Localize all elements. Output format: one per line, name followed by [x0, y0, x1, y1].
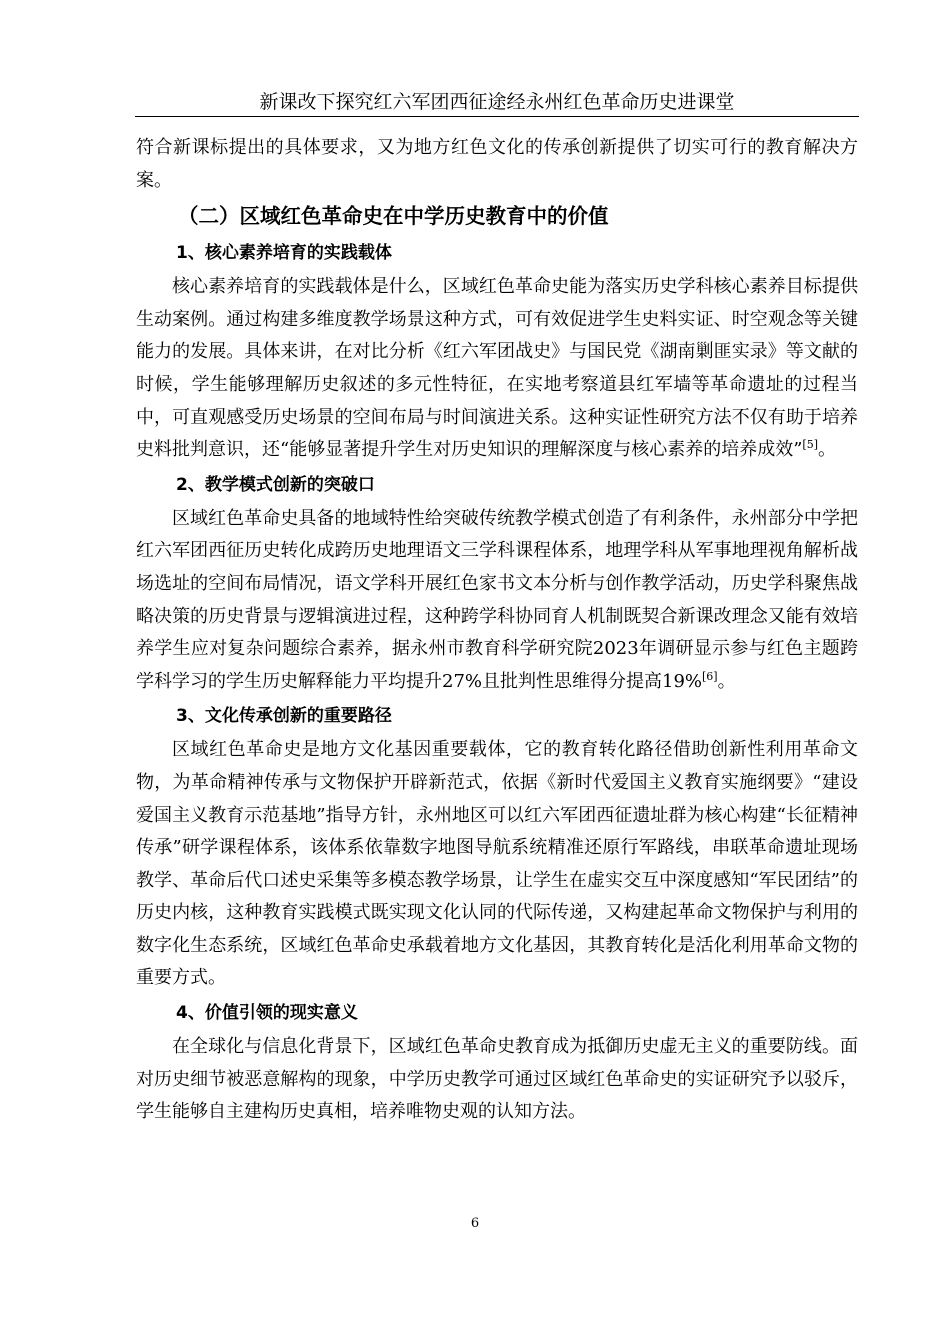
subsection-heading-3: 3、文化传承创新的重要路径	[176, 706, 392, 727]
paragraph-3: 区域红色革命史是地方文化基因重要载体，它的教育转化路径借助创新性利用革命文物，为革命精神传承与文物保护开辟新范式，依据《新时代爱国主义教育实施纲要》“建设爱国主义教育示范基地”指导方针，永州地区可以红六军团西征遗址群为核心构建“长征精神传承”研学课程体系，该体系依靠数字地图导航系统精准还原行军路线，串联革命遗址现场教学、革命后代口述史采集等多模态教学场景，让学生在虚实交互中深度感知“军民团结”的历史内核，这种教育实践模式既实现文化认同的代际传递，又构建起革命文物保护与利用的数字化生态系统，区域红色革命史承载着地方文化基因，其教育转化是活化利用革命文物的重要方式。	[136, 739, 858, 989]
citation-5: [5]	[802, 438, 818, 452]
section-heading: （二）区域红色革命史在中学历史教育中的价值	[178, 204, 609, 229]
paragraph-2	[136, 503, 858, 699]
page-number: 6	[470, 1216, 480, 1231]
paragraph-1-text: 核心素养培育的实践载体是什么，区域红色革命史能为落实历史学科核心素养目标提供生动案例。通过构建多维度教学场景这种方式，可有效促进学生史料实证、时空观念等关键能力的发展。具体来讲，在对比分析《红六军团战史》与国民党《湖南剿匪实录》等文献的时候，学生能够理解历史叙述的多元性特征，在实地考察道县红军墙等革命遗址的过程当中，可直观感受历史场景的空间布局与时间演进关系。这种实证性研究方法不仅有助于培养史料批判意识，还“能够显著提升学生对历史知识的理解深度与核心素养的培养成效”	[136, 276, 858, 461]
running-header: 新课改下探究红六军团西征途经永州红色革命历史进课堂	[259, 91, 735, 113]
continuation-paragraph: 符合新课标提出的具体要求，又为地方红色文化的传承创新提供了切实可行的教育解决方案。	[136, 137, 858, 191]
subsection-heading-2: 2、教学模式创新的突破口	[176, 474, 375, 495]
paragraph-2-tail: 。	[717, 670, 736, 692]
header-rule	[135, 116, 859, 117]
subsection-heading-4: 4、价值引领的现实意义	[176, 1003, 358, 1024]
paragraph-1-tail: 。	[818, 439, 836, 461]
page-body	[136, 132, 858, 1129]
paragraph-1	[136, 271, 858, 467]
subsection-heading-1: 1、核心素养培育的实践载体	[176, 243, 392, 264]
paragraph-4: 在全球化与信息化背景下，区域红色革命史教育成为抵御历史虚无主义的重要防线。面对历史细节被恶意解构的现象，中学历史教学可通过区域红色革命史的实证研究予以驳斥，学生能够自主建构历史真相，培养唯物史观的认知方法。	[136, 1036, 858, 1123]
paragraph-2-text: 区域红色革命史具备的地域特性给突破传统教学模式创造了有利条件，永州部分中学把红六军团西征历史转化成跨历史地理语文三学科课程体系，地理学科从军事地理视角解析战场选址的空间布局情况，语文学科开展红色家书文本分析与创作教学活动，历史学科聚焦战略决策的历史背景与逻辑演进过程，这种跨学科协同育人机制既契合新课改理念又能有效培养学生应对复杂问题综合素养，据永州市教育科学研究院2023年调研显示参与红色主题跨学科学习的学生历史解释能力平均提升27%且批判性思维得分提高19%	[136, 507, 858, 692]
citation-6: [6]	[702, 669, 718, 683]
